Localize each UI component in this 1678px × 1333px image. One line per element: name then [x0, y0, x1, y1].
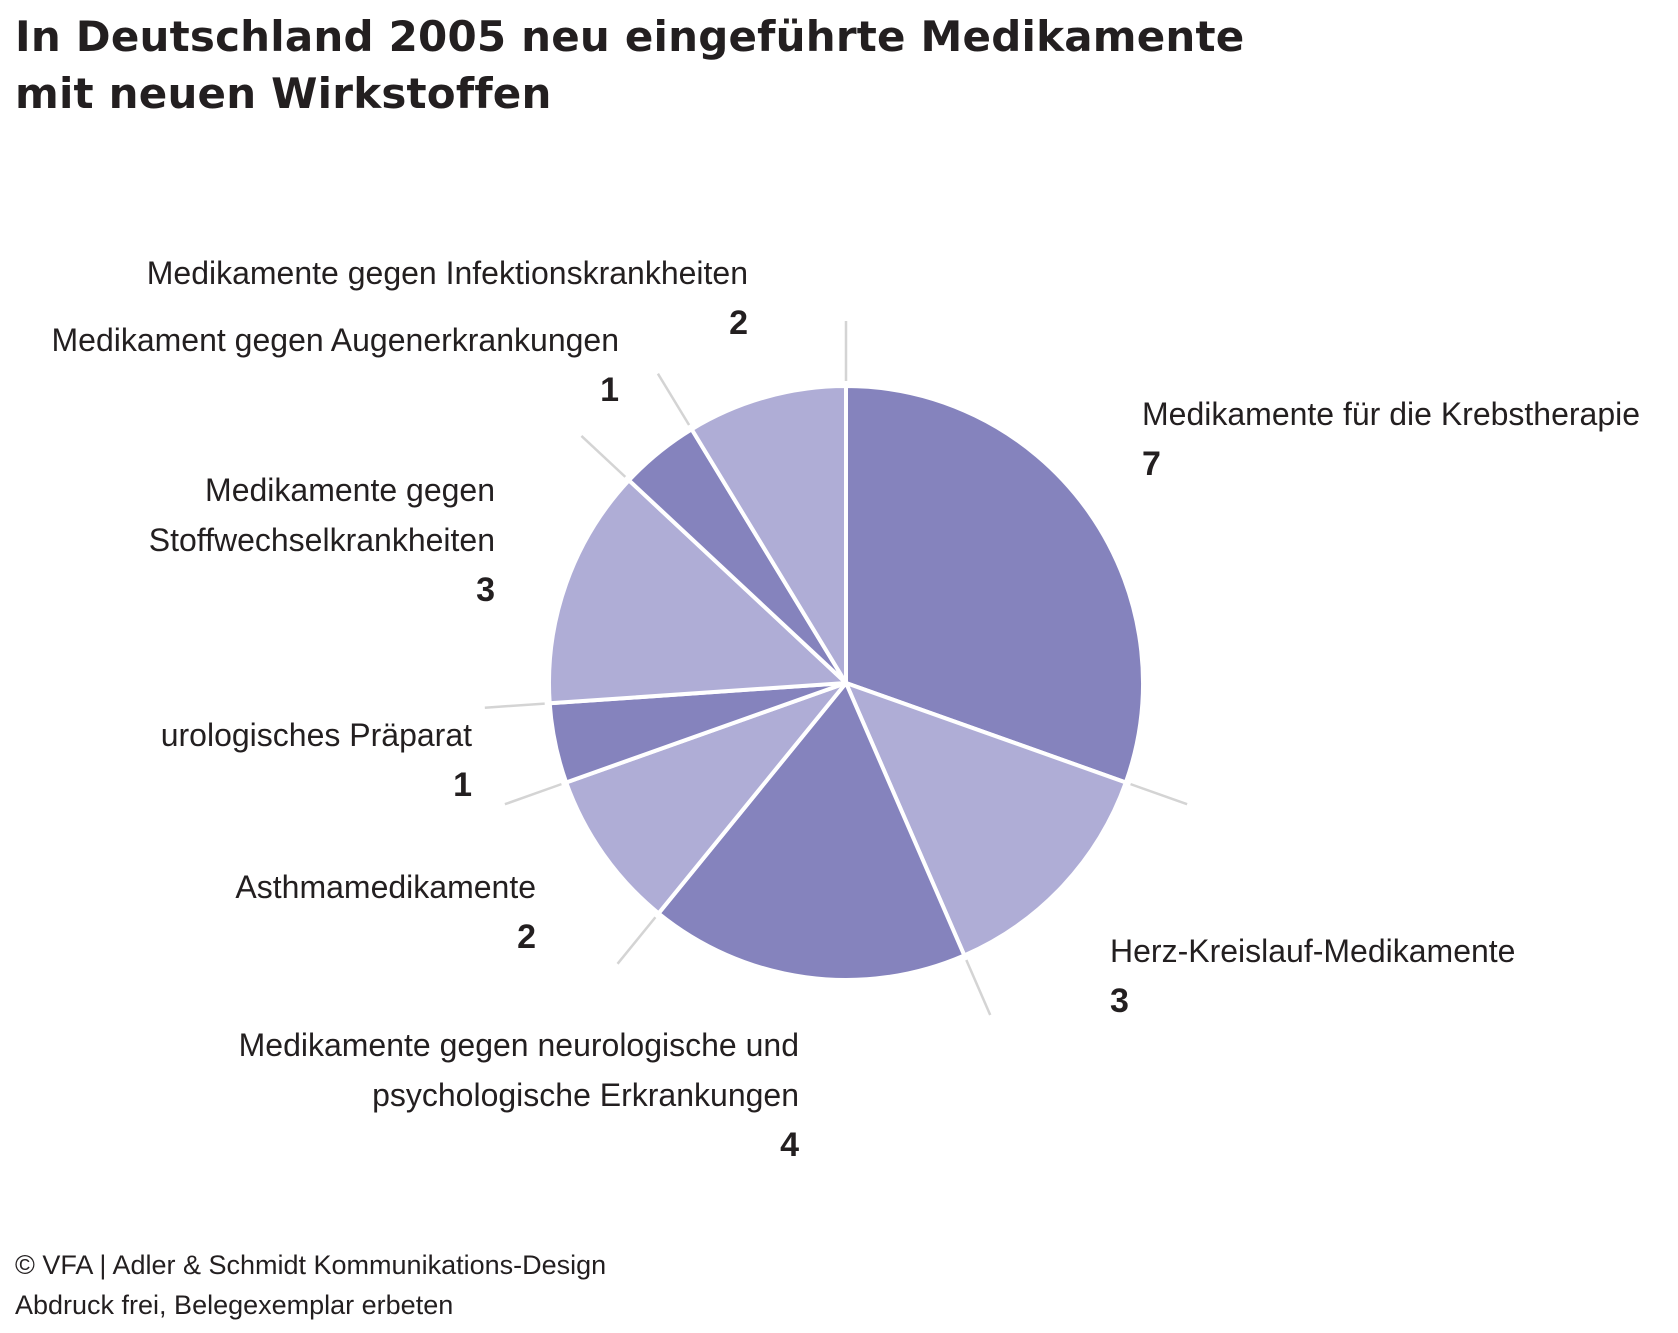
leader-line	[485, 704, 545, 708]
footer-copyright: © VFA | Adler & Schmidt Kommunikations-Design	[15, 1250, 607, 1280]
slice-label-text: Stoffwechselkrankheiten	[148, 522, 495, 558]
slice-value-label: 3	[1110, 982, 1129, 1020]
slice-label-neurologische	[239, 1020, 799, 1170]
slice-value-label: 2	[729, 304, 748, 342]
slice-label-text: Herz-Kreislauf-Medikamente	[1110, 933, 1516, 969]
slice-label-text: Medikamente gegen Infektionskrankheiten	[146, 255, 748, 291]
footer	[15, 1245, 606, 1325]
slice-label-krebstherapie	[1142, 389, 1640, 489]
slice-label-text: psychologische Erkrankungen	[372, 1077, 799, 1113]
slice-label-text: Medikamente gegen	[205, 472, 495, 508]
leader-line	[1131, 784, 1188, 804]
leader-line	[658, 374, 689, 425]
slice-value-label: 1	[600, 371, 619, 409]
slice-label-text: Medikamente gegen neurologische und	[238, 1027, 799, 1063]
slice-value-label: 4	[780, 1126, 799, 1164]
slice-label-urologisch	[161, 710, 472, 810]
footer-note: Abdruck frei, Belegexemplar erbeten	[15, 1290, 454, 1320]
slice-label-text: urologisches Präparat	[160, 717, 472, 753]
slice-label-herz-kreislauf	[1110, 926, 1515, 1026]
slice-label-infektion	[147, 248, 748, 348]
chart-title-line-2: mit neuen Wirkstoffen	[15, 69, 552, 118]
leader-line	[505, 784, 562, 804]
slice-label-text: Medikament gegen Augenerkrankungen	[51, 322, 619, 358]
slice-label-text: Medikamente für die Krebstherapie	[1142, 396, 1641, 432]
slice-label-asthma	[235, 862, 536, 962]
slice-label-stoffwechsel	[149, 465, 495, 615]
slice-value-label: 3	[476, 571, 495, 609]
slice-value-label: 2	[517, 918, 536, 956]
slice-value-label: 1	[453, 766, 472, 804]
slice-value-label: 7	[1142, 445, 1161, 483]
leader-line	[966, 960, 990, 1015]
leader-line	[581, 436, 625, 477]
slice-label-text: Asthmamedikamente	[235, 869, 536, 905]
chart-title-line-1: In Deutschland 2005 neu eingeführte Medikamente	[15, 12, 1245, 61]
leader-line	[618, 917, 656, 964]
